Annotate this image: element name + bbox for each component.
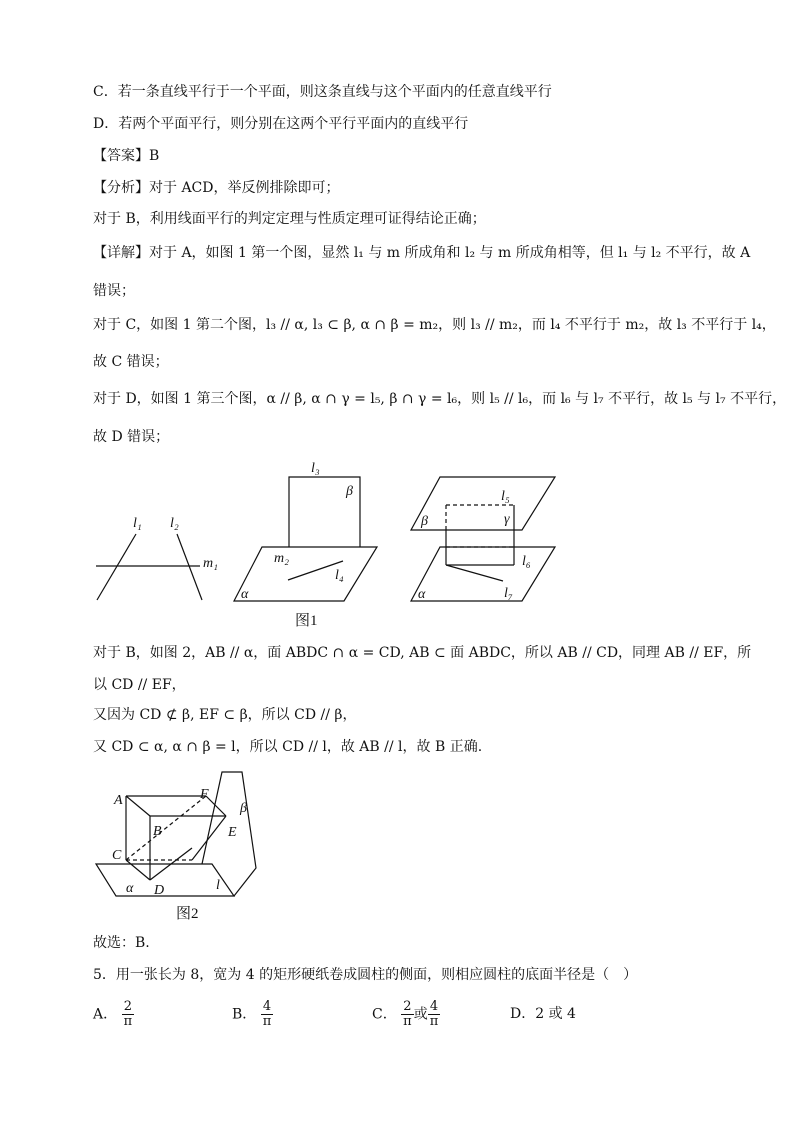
option-b-fraction: $\frac{4}{\pi}$ [262,999,272,1029]
edge-lower-e [192,816,226,860]
option-b[interactable] [232,1000,273,1029]
option-a-label: A． [93,1006,118,1023]
analysis-b-text: 对于 B，利用线面平行的判定定理与性质定理可证得结论正确； [93,211,486,227]
option-d-text: D．若两个平面平行，则分别在这两个平行平面内的直线平行 [93,116,469,132]
option-d-label: D． [510,1006,536,1022]
label-l3: l₃ [311,461,320,476]
b-proof-line-1: 对于 B，如图 2，AB // α，面 ABDC ∩ α = CD, AB ⊂ 面 ABDC，所以 AB // CD，同理 AB // EF，所 [93,645,752,661]
option-c-or: 或 [413,1006,428,1023]
label-l2: l₂ [170,516,179,531]
choose-line: 故选：B. [93,935,150,951]
label-F: F [200,787,209,802]
b-proof-line-2: 以 CD // EF， [93,677,186,693]
figure-2-caption: 图2 [176,906,199,922]
b-proof-line-4: 又 CD ⊂ α, α ∩ β = l，所以 CD // l，故 AB // l，故 B 正确. [93,739,483,755]
detail-a-cont: 错误； [93,283,135,299]
option-d-text: 2 或 4 [535,1006,576,1022]
plane-beta-2 [411,477,555,530]
answer-tag: 【答案】 [93,148,149,164]
question-5: 5．用一张长为 8，宽为 4 的矩形硬纸卷成圆柱的侧面，则相应圆柱的底面半径是（ ） [93,967,638,983]
option-b-label: B． [232,1006,257,1023]
label-alpha: α [241,587,249,602]
figure-1-caption: 图1 [295,613,318,629]
option-c-fraction-1: $\frac{2}{\pi}$ [403,999,412,1029]
option-c-fraction-2: $\frac{4}{\pi}$ [429,999,439,1029]
option-c-text: C．若一条直线平行于一个平面，则这条直线与这个平面内的任意直线平行 [93,84,552,100]
label-l5: l₅ [501,489,510,504]
label-alpha-2: α [418,587,426,602]
analysis-text: 对于 ACD，举反例排除即可； [149,180,340,196]
figure-1 [90,455,570,635]
answer-value: B [149,148,160,164]
option-a-fraction: $\frac{2}{\pi}$ [123,999,133,1029]
label-E: E [228,825,237,840]
label-l7: l₇ [504,586,513,601]
edge-cd [126,860,150,880]
option-a[interactable] [93,1000,134,1029]
detail-d-text: 对于 D，如图 1 第三个图，α // β, α ∩ γ = l₅, β ∩ γ = l₆，则 l₅ // l₆，而 l₆ 与 l₇ 不平行，故 l₅ 与 l₇ 不平行， [93,391,787,407]
detail-c-text: 对于 C，如图 1 第二个图，l₃ // α, l₃ ⊂ β, α ∩ β = m₂，则 l₃ // m₂，而 l₄ 不平行于 m₂，故 l₃ 不平行于 l₄， [93,317,776,333]
label-beta-2: β [421,514,428,529]
label-C: C [112,848,122,863]
detail-d-cont: 故 D 错误； [93,429,170,445]
b-proof-line-3: 又因为 CD ⊄ β, EF ⊂ β，所以 CD // β， [93,707,357,723]
line-l7 [446,565,503,581]
label-B: B [153,824,162,839]
label-A: A [114,793,123,808]
detail-c-cont: 故 C 错误； [93,354,169,370]
label-alpha: α [126,881,134,896]
line-l1 [97,534,136,600]
analysis-tag: 【分析】 [93,180,149,196]
label-m2: m₂ [274,551,289,566]
plane-alpha-2 [411,547,555,601]
edge-ab [126,796,150,816]
option-c[interactable] [372,1000,440,1029]
label-m1: m₁ [203,556,218,571]
label-gamma: γ [504,512,510,527]
detail-a-text: 对于 A，如图 1 第一个图，显然 l₁ 与 m 所成角和 l₂ 与 m 所成角相等，但 l₁ 与 l₂ 不平行，故 A [149,245,751,261]
detail-a-line [93,243,750,263]
line-l2 [177,534,202,600]
label-beta: β [240,801,247,816]
analysis-line [93,178,340,198]
figure-2 [92,768,272,928]
option-d[interactable] [510,1004,576,1024]
label-beta: β [346,484,353,499]
answer-line [93,146,159,166]
label-l6: l₆ [522,554,531,569]
label-l4: l₄ [335,568,344,583]
label-D: D [154,883,165,898]
label-l: l [216,878,220,893]
option-c-label: C． [372,1006,397,1023]
label-l1: l₁ [133,516,142,531]
detail-tag: 【详解】 [93,245,149,261]
